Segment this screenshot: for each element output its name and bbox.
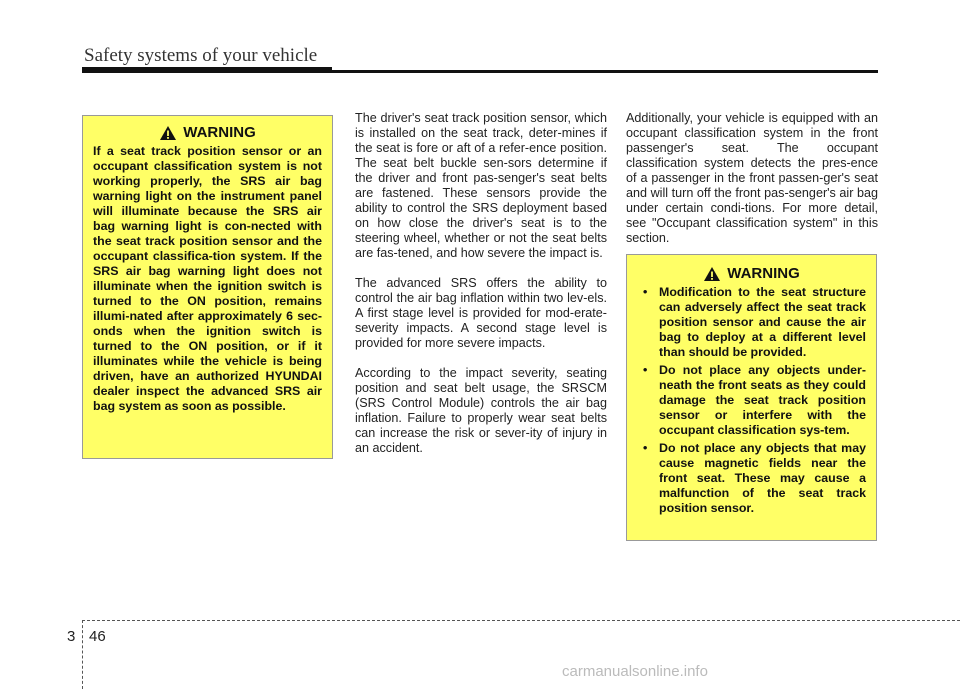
warning-header [93, 124, 322, 141]
page-number: 46 [89, 628, 106, 645]
paragraph: The advanced SRS offers the ability to control the air bag inflation within two lev-els. A first stage level is provided for mod-erate-severity impacts. A second stage level is provided for more severe impacts. [355, 276, 607, 350]
warning-triangle-icon [159, 125, 177, 141]
warning-header [637, 265, 866, 282]
page-header-title: Safety systems of your vehicle [84, 45, 318, 66]
section-number: 3 [67, 628, 76, 645]
warning-box-left [82, 115, 333, 459]
warning-list-item: • Modification to the seat structure can adversely affect the seat track position sensor and cause the air bag to deploy at a different level than should be provided. [637, 285, 866, 360]
warning-list-item: • Do not place any objects that may cause magnetic fields near the front seat. These may cause a malfunction of the seat track position sensor. [637, 441, 866, 516]
paragraph: Additionally, your vehicle is equipped with an occupant classification system in the front passenger's seat. The occupant classification system detects the pres-ence of a passenger in the front passen-ger's seat and will turn off the front pas-senger's air bag under certain condi-tions. For more detail, see "Occupant classification system" in this section. [626, 111, 878, 245]
warning-title: WARNING [727, 265, 800, 282]
header-rule-accent [82, 67, 332, 73]
paragraph: The driver's seat track position sensor, which is installed on the seat track, deter-mines if the seat is fore or aft of a refer-ence position. The seat belt buckle sen-sors determine if the driver and front pas-senger's seat belts are fastened. These sensors provide the ability to control the SRS deployment based on how close the driver's seat is to the steering wheel, whether or not the seat belts are fas-tened, and how severe the impact is. [355, 111, 607, 260]
paragraph: According to the impact severity, seating position and seat belt usage, the SRSCM (SRS Control Module) controls the air bag inflation. Failure to properly wear seat belts can increase the risk or sever-ity of injury in an accident. [355, 366, 607, 455]
middle-column [355, 111, 607, 471]
footer-divider [82, 620, 83, 689]
warning-triangle-icon [703, 266, 721, 282]
warning-title: WARNING [183, 124, 256, 141]
warning-list [637, 285, 866, 516]
warning-list-item: • Do not place any objects under-neath the front seats as they could damage the seat track position sensor or interfere with the occupant classification sys-tem. [637, 363, 866, 438]
warning-text: If a seat track position sensor or an occupant classification system is not working properly, the SRS air bag warning light on the instrument panel will illuminate because the SRS air bag warning light is con-nected with the seat track position sensor and the occupant classifica-tion system. If the SRS air bag warning light does not illuminate when the ignition switch is turned to the ON position, remains illumi-nated after approximately 6 sec-onds when the ignition switch is turned to the ON position, or if it illuminates while the vehicle is being driven, have an authorized HYUNDAI dealer inspect the advanced SRS air bag system as soon as possible. [93, 144, 322, 413]
footer-rule [82, 620, 960, 621]
right-column [626, 111, 878, 261]
warning-box-right [626, 254, 877, 541]
watermark: carmanualsonline.info [562, 663, 708, 680]
